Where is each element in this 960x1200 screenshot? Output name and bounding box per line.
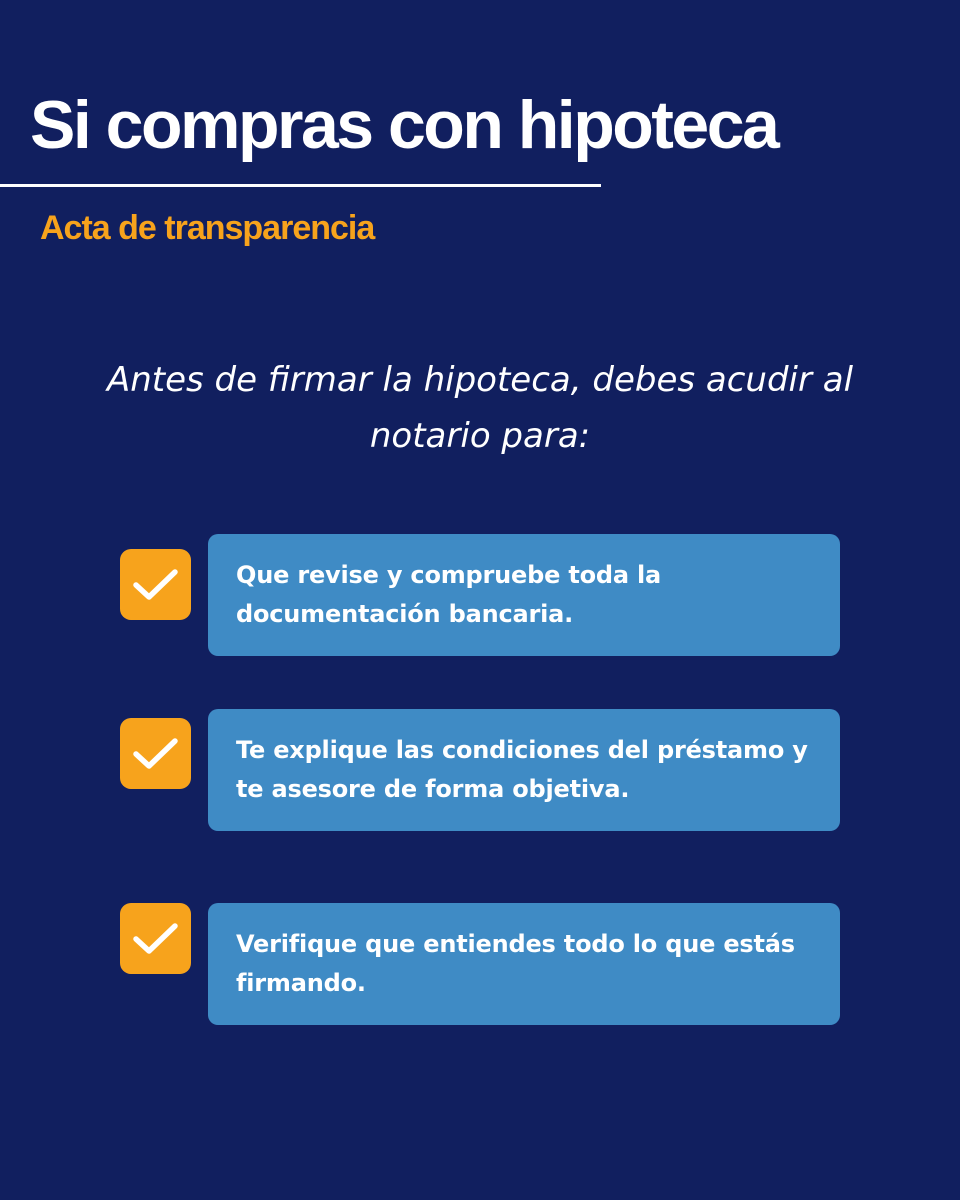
checklist-item (120, 903, 840, 1025)
checklist-item (120, 709, 840, 831)
page-title: Si compras con hipoteca (30, 87, 778, 163)
checklist-text: Te explique las condiciones del préstamo y te asesore de forma objetiva. (236, 736, 808, 803)
intro-text: Antes de firmar la hipoteca, debes acudir al notario para: (106, 360, 854, 456)
checklist-text: Que revise y compruebe toda la documentación bancaria. (236, 561, 662, 628)
checklist-card (208, 534, 840, 656)
check-icon (120, 549, 191, 620)
checklist-item (120, 534, 840, 656)
checklist-card (208, 709, 840, 831)
checklist-text: Verifique que entiendes todo lo que estás firmando. (236, 930, 795, 997)
page-subtitle: Acta de transparencia (40, 209, 375, 247)
checklist-card (208, 903, 840, 1025)
check-icon (120, 718, 191, 789)
title-underline (0, 184, 601, 187)
check-icon (120, 903, 191, 974)
